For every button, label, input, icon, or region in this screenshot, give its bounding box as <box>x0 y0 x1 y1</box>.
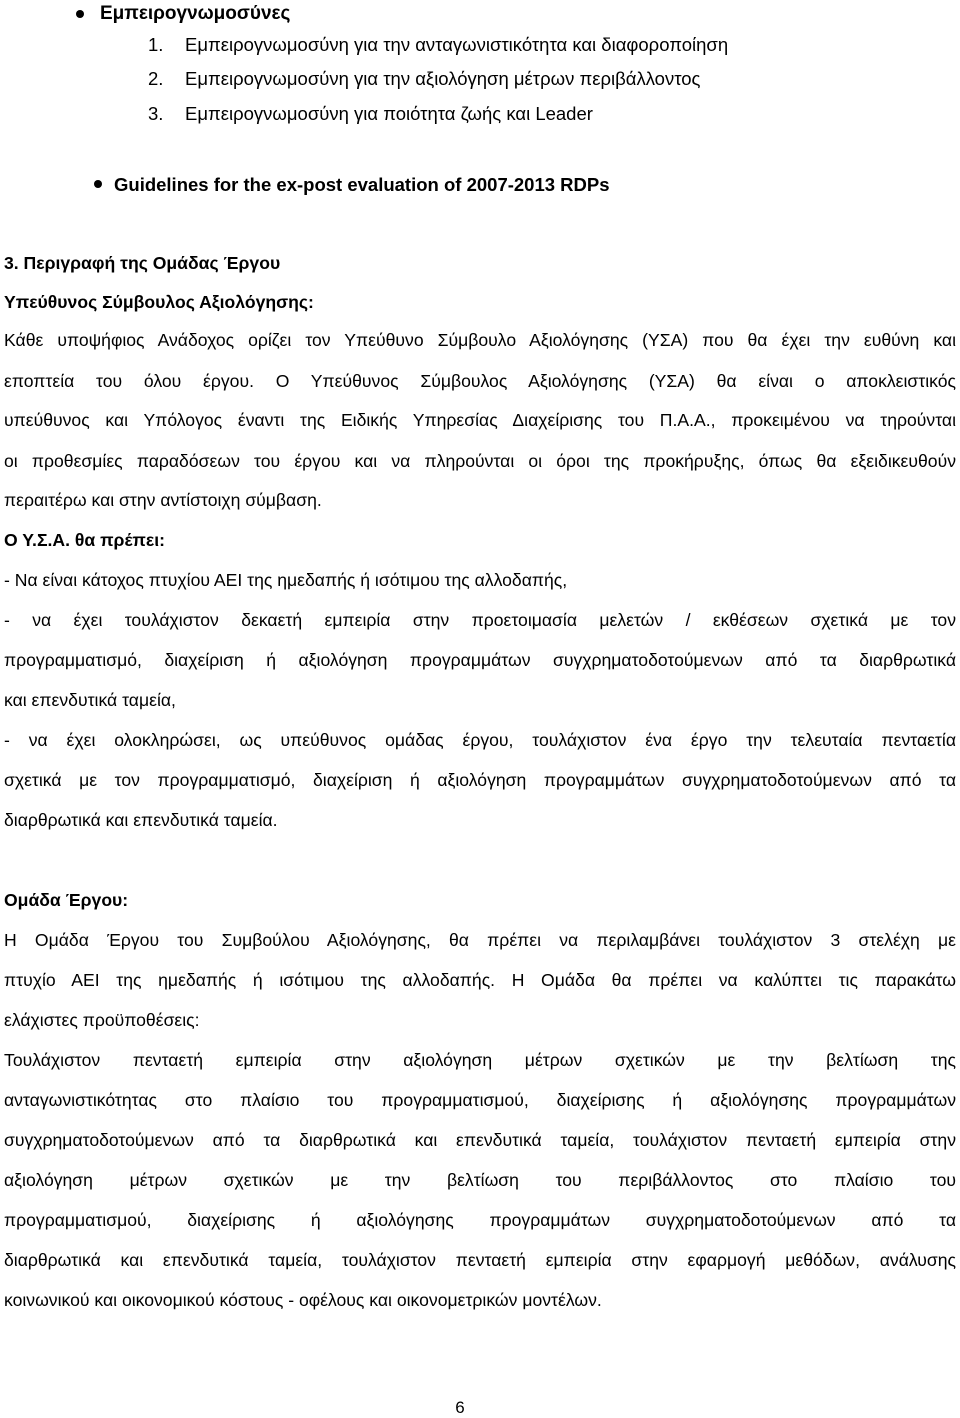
requirement-line: και επενδυτικά ταμεία, <box>4 690 176 710</box>
team-line: Η Ομάδα Έργου του Συμβούλου Αξιολόγησης, θα πρέπει να περιλαμβάνει τουλάχιστον 3 στελέχη με <box>4 930 956 950</box>
expertise-heading: Εμπειρογνωμοσύνες <box>100 3 291 24</box>
item-number: 3. <box>148 103 164 124</box>
requirement-line: - να έχει ολοκληρώσει, ως υπεύθυνος ομάδας έργου, τουλάχιστον ένα έργο την τελευταία πενταετία <box>4 730 956 750</box>
bullet-icon <box>76 10 84 18</box>
team-heading: Ομάδα Έργου: <box>4 890 129 910</box>
paragraph-line: περαιτέρω και στην αντίστοιχη σύμβαση. <box>4 490 322 510</box>
requirement-line: - να έχει τουλάχιστον δεκαετή εμπειρία στην προετοιμασία μελετών / εκθέσεων σχετικά με τον <box>4 610 956 630</box>
team-line: προγραμματισμού, διαχείρισης ή αξιολόγησης προγραμμάτων συγχρηματοδοτούμενων από τα <box>4 1210 956 1230</box>
team-line: Τουλάχιστον πενταετή εμπειρία στην αξιολόγηση μέτρων σχετικών με την βελτίωση της <box>4 1050 956 1070</box>
item-text: Εμπειρογνωμοσύνη για ποιότητα ζωής και Leader <box>185 103 593 124</box>
paragraph-line: οι προθεσμίες παραδόσεων του έργου και να πληρούνται οι όροι της προκήρυξης, όπως θα εξειδικευθούν <box>4 451 956 471</box>
item-number: 2. <box>148 68 164 89</box>
paragraph-line: εποπτεία του όλου έργου. Ο Υπεύθυνος Σύμβουλος Αξιολόγησης (ΥΣΑ) θα είναι ο αποκλειστικός <box>4 371 956 391</box>
team-line: πτυχίο ΑΕΙ της ημεδαπής ή ισότιμου της αλλοδαπής. Η Ομάδα θα πρέπει να καλύπτει τις παρακάτω <box>4 970 956 990</box>
bullet-icon <box>94 180 102 188</box>
team-line: κοινωνικού και οικονομικού κόστους - οφέλους και οικονομετρικών μοντέλων. <box>4 1290 602 1310</box>
team-line: διαρθρωτικά και επενδυτικά ταμεία, τουλάχιστον πενταετή εμπειρία στην εφαρμογή μεθόδων, ανάλυσης <box>4 1250 956 1270</box>
section-title: 3. Περιγραφή της Ομάδας Έργου <box>4 253 281 273</box>
team-line: συγχρηματοδοτούμενων από τα διαρθρωτικά και επενδυτικά ταμεία, τουλάχιστον πενταετή εμπειρία στην <box>4 1130 956 1150</box>
guidelines-item: Guidelines for the ex-post evaluation of 2007-2013 RDPs <box>114 174 610 195</box>
expertise-item <box>148 100 593 128</box>
paragraph-line: υπεύθυνος και Υπόλογος έναντι της Ειδικής Υπηρεσίας Διαχείρισης του Π.Α.Α., προκειμένου να τηρούνται <box>4 410 956 430</box>
requirement-line: προγραμματισμό, διαχείριση ή αξιολόγηση προγραμμάτων συγχρηματοδοτούμενων από τα διαρθρωτικά <box>4 650 956 670</box>
paragraph-line: Κάθε υποψήφιος Ανάδοχος ορίζει τον Υπεύθυνο Σύμβουλο Αξιολόγησης (ΥΣΑ) που θα έχει την ευθύνη και <box>4 330 956 350</box>
requirement-line: διαρθρωτικά και επενδυτικά ταμεία. <box>4 810 278 830</box>
section-subtitle: Υπεύθυνος Σύμβουλος Αξιολόγησης: <box>4 292 314 312</box>
team-line: αξιολόγηση μέτρων σχετικών με την βελτίωση του περιβάλλοντος στο πλαίσιο του <box>4 1170 956 1190</box>
expertise-item <box>148 31 728 59</box>
item-text: Εμπειρογνωμοσύνη για την ανταγωνιστικότητα και διαφοροποίηση <box>185 34 729 55</box>
team-line: ανταγωνιστικότητας στο πλαίσιο του προγραμματισμού, διαχείρισης ή αξιολόγησης προγραμμάτων <box>4 1090 956 1110</box>
expertise-item <box>148 65 700 93</box>
team-line: ελάχιστες προϋποθέσεις: <box>4 1010 200 1030</box>
item-number: 1. <box>148 34 164 55</box>
ysa-heading: Ο Υ.Σ.Α. θα πρέπει: <box>4 530 165 550</box>
requirement-line: - Να είναι κάτοχος πτυχίου ΑΕΙ της ημεδαπής ή ισότιμου της αλλοδαπής, <box>4 570 568 590</box>
page-number: 6 <box>455 1398 465 1417</box>
requirement-line: σχετικά με τον προγραμματισμό, διαχείριση ή αξιολόγηση προγραμμάτων συγχρηματοδοτούμενων από τα <box>4 770 956 790</box>
item-text: Εμπειρογνωμοσύνη για την αξιολόγηση μέτρων περιβάλλοντος <box>185 68 701 89</box>
